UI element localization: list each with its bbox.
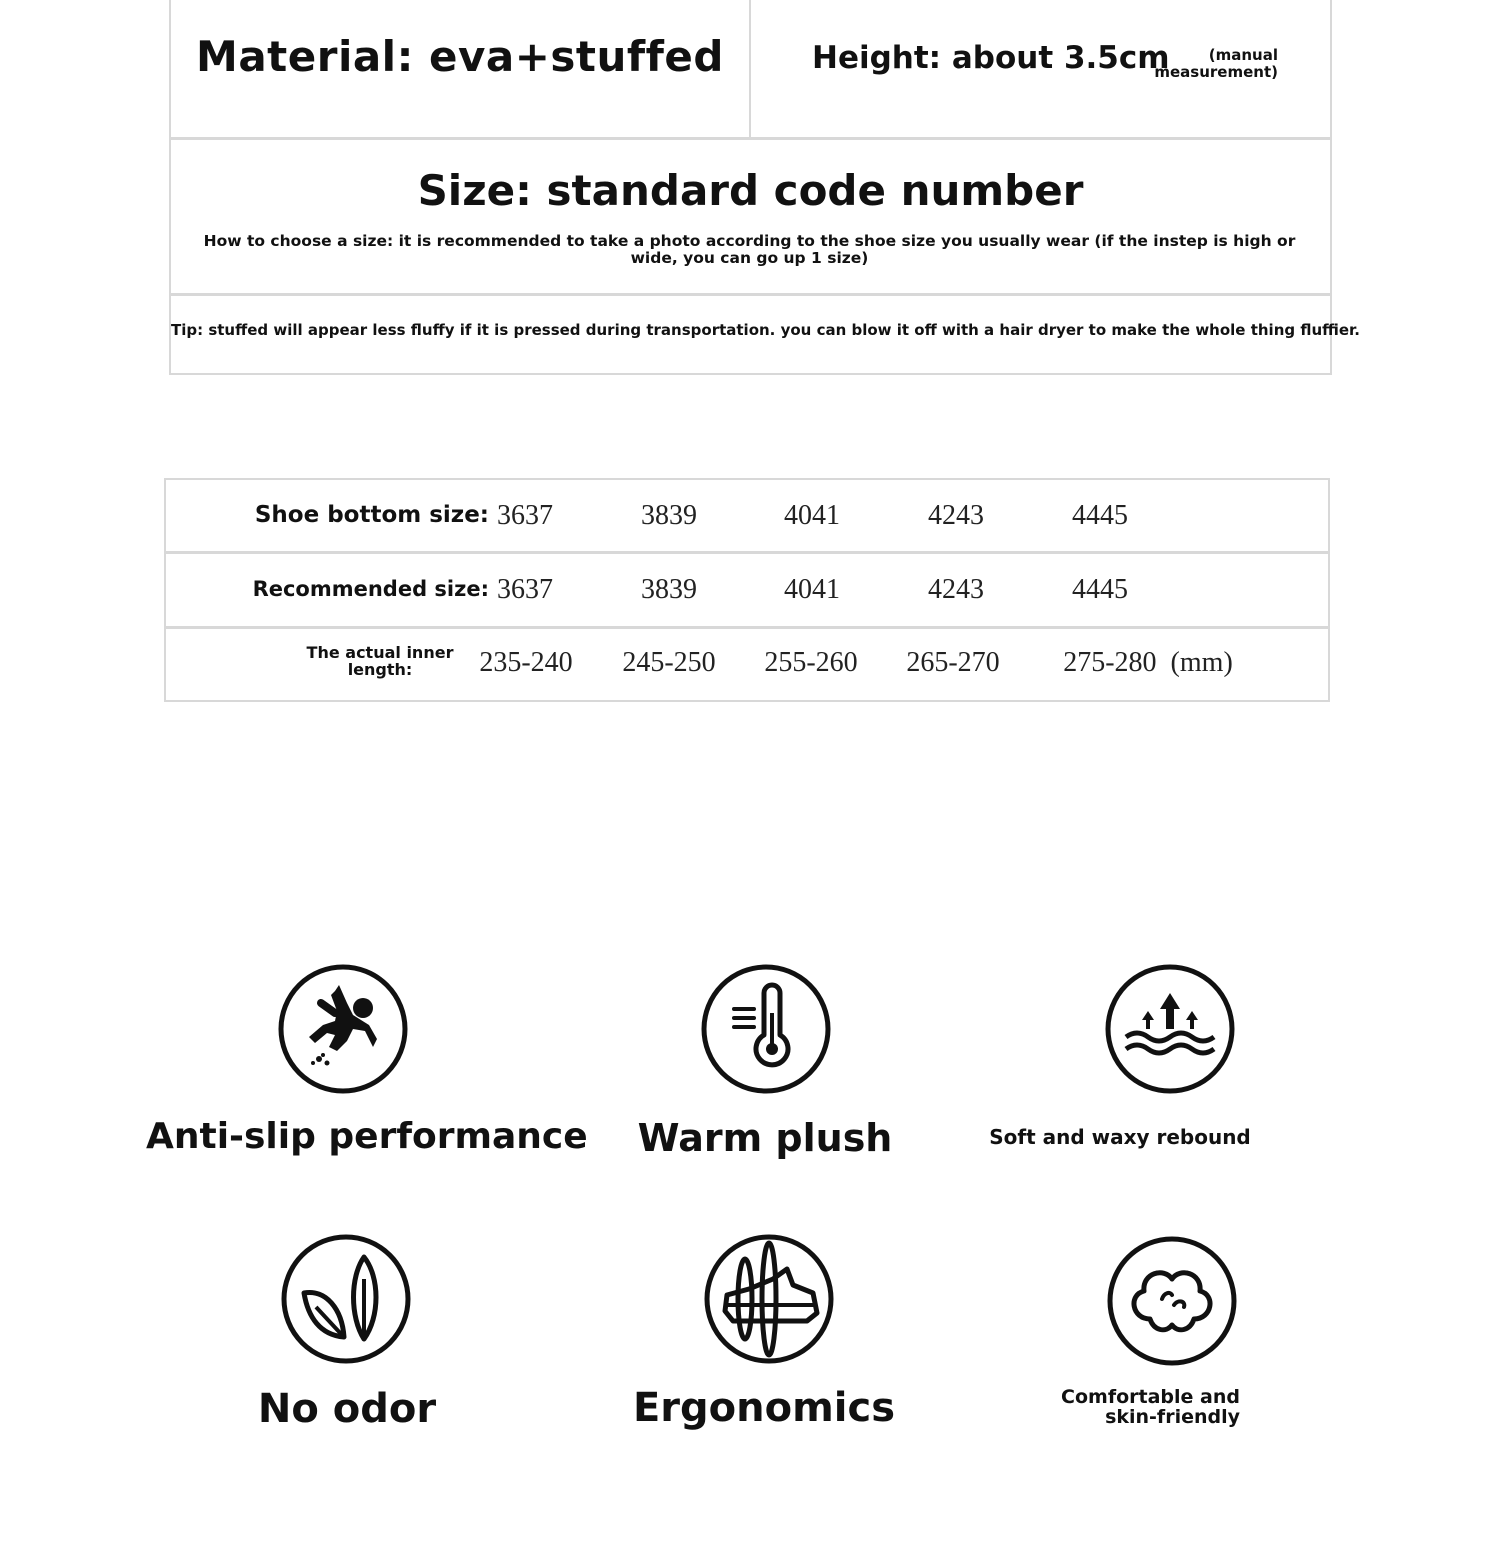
feature-label: No odor	[257, 1386, 437, 1432]
spec-divider-vertical	[749, 0, 751, 139]
spec-divider-2	[169, 293, 1332, 296]
shoe-bottom-size-cell: 4243	[928, 500, 984, 531]
inner-length-cell: 275-280 (mm)	[1063, 647, 1233, 678]
feature-label: Anti-slip performance	[146, 1116, 588, 1157]
rebound-waves-icon	[1104, 963, 1236, 1095]
shoe-bottom-size-cell: 3637	[497, 500, 553, 531]
material-text: Material: eva+stuffed	[196, 32, 724, 81]
inner-length-cell: 235-240	[479, 647, 573, 678]
shoe-ergonomics-icon	[703, 1233, 835, 1365]
leaves-icon	[280, 1233, 412, 1365]
recommended-size-cell: 4041	[784, 574, 840, 605]
inner-length-cell: 245-250	[622, 647, 716, 678]
size-table-divider-2	[164, 626, 1330, 629]
spec-divider-1	[169, 137, 1332, 140]
size-title: Size: standard code number	[417, 166, 1084, 215]
shoe-bottom-size-cell: 4041	[784, 500, 840, 531]
height-note: (manual measurement)	[1154, 46, 1278, 81]
size-table-divider-1	[164, 551, 1330, 554]
inner-length-label: The actual inner length:	[306, 643, 454, 679]
recommended-size-cell: 4243	[928, 574, 984, 605]
height-text: Height: about 3.5cm	[812, 40, 1170, 76]
tip-text: Tip: stuffed will appear less fluffy if it is pressed during transportation. you can blow it off with a hair dryer to make the whole thing fluffier.	[171, 321, 1360, 339]
feature-label: Comfortable and skin-friendly	[1061, 1386, 1240, 1428]
recommended-size-label: Recommended size:	[252, 577, 489, 601]
inner-length-cell: 255-260	[764, 647, 858, 678]
shoe-bottom-size-label: Shoe bottom size:	[254, 502, 489, 528]
feature-label: Warm plush	[637, 1116, 893, 1160]
thermometer-icon	[700, 963, 832, 1095]
recommended-size-cell: 4445	[1072, 574, 1128, 605]
shoe-bottom-size-cell: 3839	[641, 500, 697, 531]
slipping-person-icon	[277, 963, 409, 1095]
shoe-bottom-size-cell: 4445	[1072, 500, 1128, 531]
feature-label: Soft and waxy rebound	[989, 1125, 1251, 1149]
recommended-size-cell: 3839	[641, 574, 697, 605]
inner-length-cell: 265-270	[906, 647, 1000, 678]
cotton-cloud-icon	[1106, 1235, 1238, 1367]
size-guide-text: How to choose a size: it is recommended to take a photo according to the shoe size you usually wear (if the instep is high or wide, you can go up 1 size)	[203, 232, 1296, 267]
recommended-size-cell: 3637	[497, 574, 553, 605]
feature-label: Ergonomics	[632, 1385, 896, 1431]
